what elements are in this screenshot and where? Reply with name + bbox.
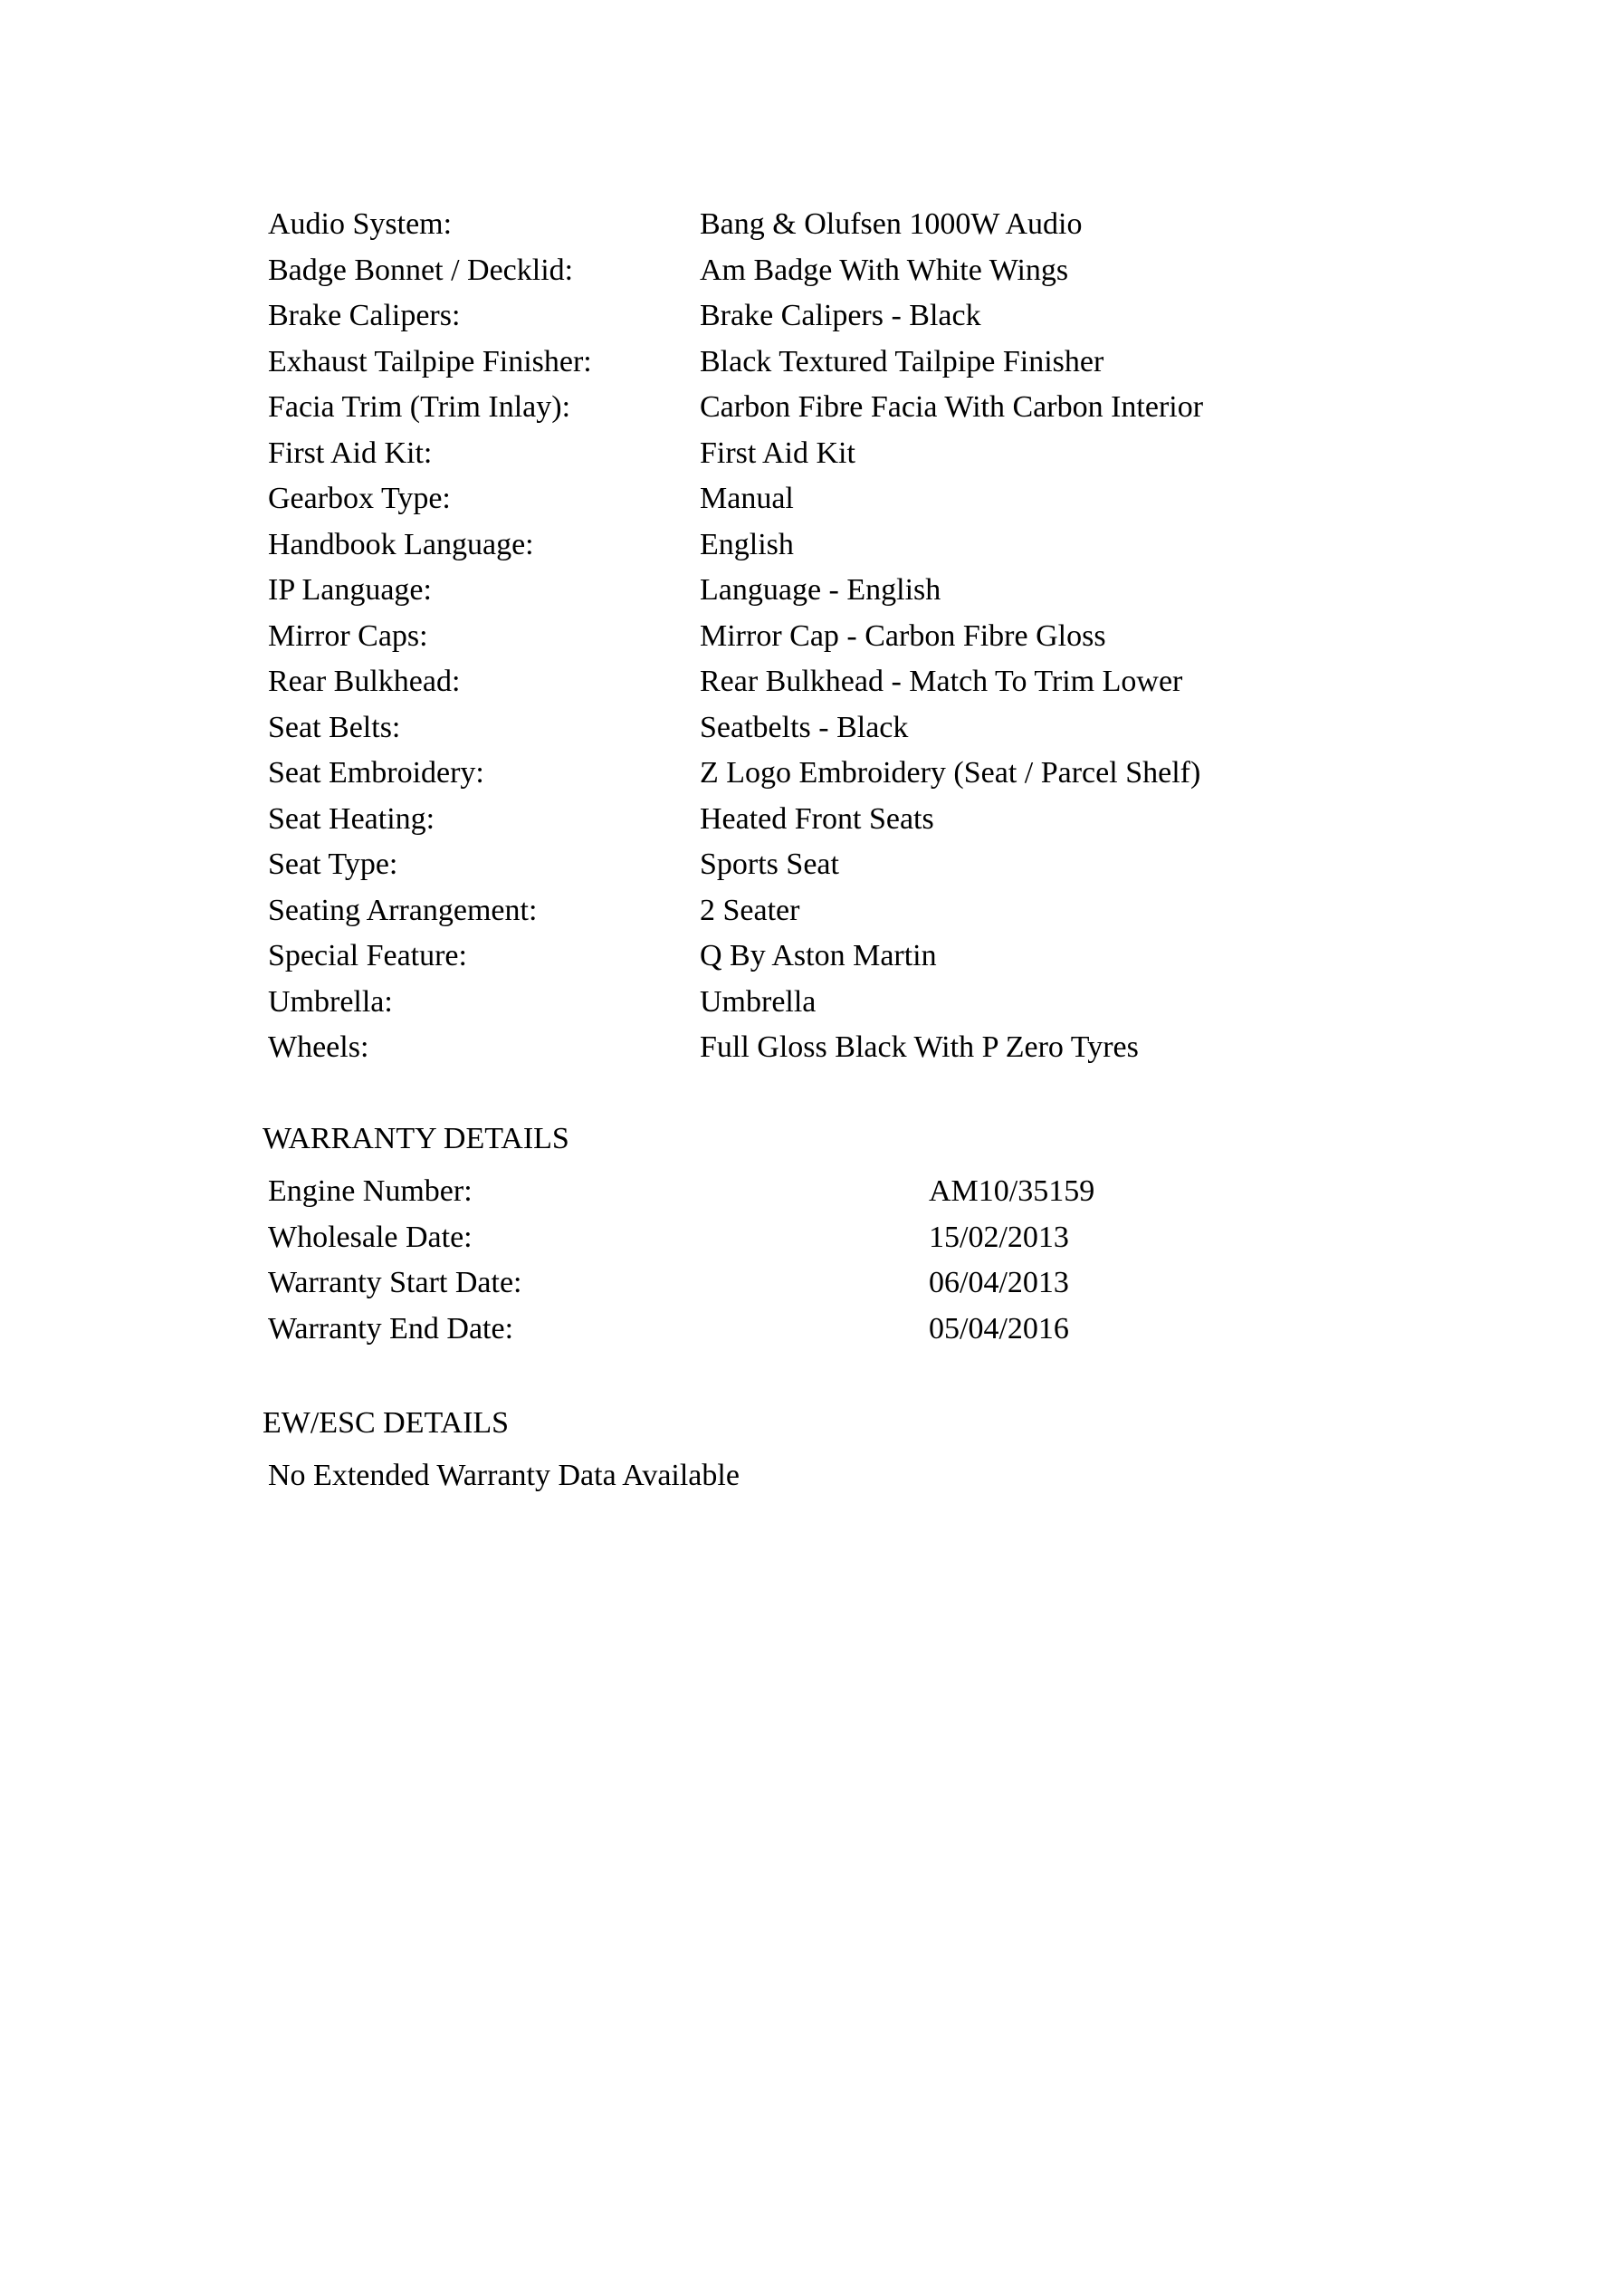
- specification-list: [268, 202, 1354, 1071]
- spec-label: Seat Embroidery:: [268, 756, 484, 790]
- spec-label: Brake Calipers:: [268, 299, 461, 333]
- warranty-label: Wholesale Date:: [268, 1220, 473, 1254]
- warranty-label: Warranty Start Date:: [268, 1266, 522, 1300]
- spec-value: Mirror Cap - Carbon Fibre Gloss: [700, 618, 1106, 653]
- spec-label: Umbrella:: [268, 984, 393, 1019]
- spec-label: Exhaust Tailpipe Finisher:: [268, 344, 592, 378]
- spec-label: Badge Bonnet / Decklid:: [268, 253, 574, 287]
- spec-label: Seat Belts:: [268, 710, 401, 744]
- spec-row: [268, 340, 1354, 386]
- spec-value: Black Textured Tailpipe Finisher: [700, 344, 1104, 378]
- warranty-value: 15/02/2013: [929, 1220, 1069, 1254]
- spec-row: [268, 248, 1354, 294]
- spec-row: [268, 614, 1354, 660]
- spec-value: Seatbelts - Black: [700, 710, 909, 744]
- spec-row: [268, 705, 1354, 752]
- warranty-details-heading: WARRANTY DETAILS: [263, 1122, 569, 1155]
- spec-label: First Aid Kit:: [268, 436, 433, 470]
- spec-value: Carbon Fibre Facia With Carbon Interior: [700, 390, 1204, 425]
- spec-label: Audio System:: [268, 207, 453, 242]
- spec-row: [268, 842, 1354, 888]
- warranty-row: [268, 1307, 1354, 1353]
- spec-row: [268, 202, 1354, 248]
- warranty-value: 05/04/2016: [929, 1311, 1069, 1346]
- spec-label: Handbook Language:: [268, 527, 534, 561]
- spec-value: Brake Calipers - Black: [700, 299, 981, 333]
- spec-value: Heated Front Seats: [700, 801, 934, 836]
- spec-value: English: [700, 527, 794, 561]
- warranty-row: [268, 1260, 1354, 1307]
- spec-label: Mirror Caps:: [268, 618, 428, 653]
- warranty-label: Engine Number:: [268, 1174, 473, 1209]
- spec-value: Language - English: [700, 573, 941, 608]
- spec-row: [268, 568, 1354, 614]
- spec-value: 2 Seater: [700, 893, 800, 927]
- spec-value: Q By Aston Martin: [700, 939, 937, 973]
- spec-row: [268, 476, 1354, 522]
- spec-value: Am Badge With White Wings: [700, 253, 1069, 287]
- spec-label: Seat Type:: [268, 848, 398, 882]
- spec-label: IP Language:: [268, 573, 432, 608]
- spec-label: Gearbox Type:: [268, 482, 451, 516]
- spec-row: [268, 1025, 1354, 1071]
- spec-row: [268, 888, 1354, 934]
- spec-row: [268, 751, 1354, 797]
- spec-row: [268, 797, 1354, 843]
- ewesc-details-heading: EW/ESC DETAILS: [263, 1406, 510, 1440]
- spec-value: Rear Bulkhead - Match To Trim Lower: [700, 665, 1183, 699]
- extended-warranty-status: No Extended Warranty Data Available: [268, 1459, 740, 1492]
- spec-row: [268, 293, 1354, 340]
- warranty-row: [268, 1169, 1354, 1215]
- warranty-value: 06/04/2013: [929, 1266, 1069, 1300]
- spec-label: Special Feature:: [268, 939, 467, 973]
- spec-row: [268, 385, 1354, 431]
- spec-label: Seating Arrangement:: [268, 893, 538, 927]
- spec-value: First Aid Kit: [700, 436, 855, 470]
- warranty-details-list: [268, 1169, 1354, 1352]
- spec-value: Umbrella: [700, 984, 817, 1019]
- spec-value: Bang & Olufsen 1000W Audio: [700, 207, 1083, 242]
- spec-row: [268, 522, 1354, 569]
- spec-row: [268, 659, 1354, 705]
- spec-value: Z Logo Embroidery (Seat / Parcel Shelf): [700, 756, 1201, 790]
- spec-row: [268, 980, 1354, 1026]
- spec-row: [268, 934, 1354, 980]
- warranty-value: AM10/35159: [929, 1174, 1095, 1209]
- spec-label: Seat Heating:: [268, 801, 435, 836]
- spec-label: Wheels:: [268, 1030, 369, 1065]
- spec-value: Manual: [700, 482, 794, 516]
- warranty-label: Warranty End Date:: [268, 1311, 514, 1346]
- spec-row: [268, 431, 1354, 477]
- spec-value: Full Gloss Black With P Zero Tyres: [700, 1030, 1139, 1065]
- spec-label: Rear Bulkhead:: [268, 665, 461, 699]
- warranty-row: [268, 1215, 1354, 1261]
- spec-label: Facia Trim (Trim Inlay):: [268, 390, 571, 425]
- spec-value: Sports Seat: [700, 848, 839, 882]
